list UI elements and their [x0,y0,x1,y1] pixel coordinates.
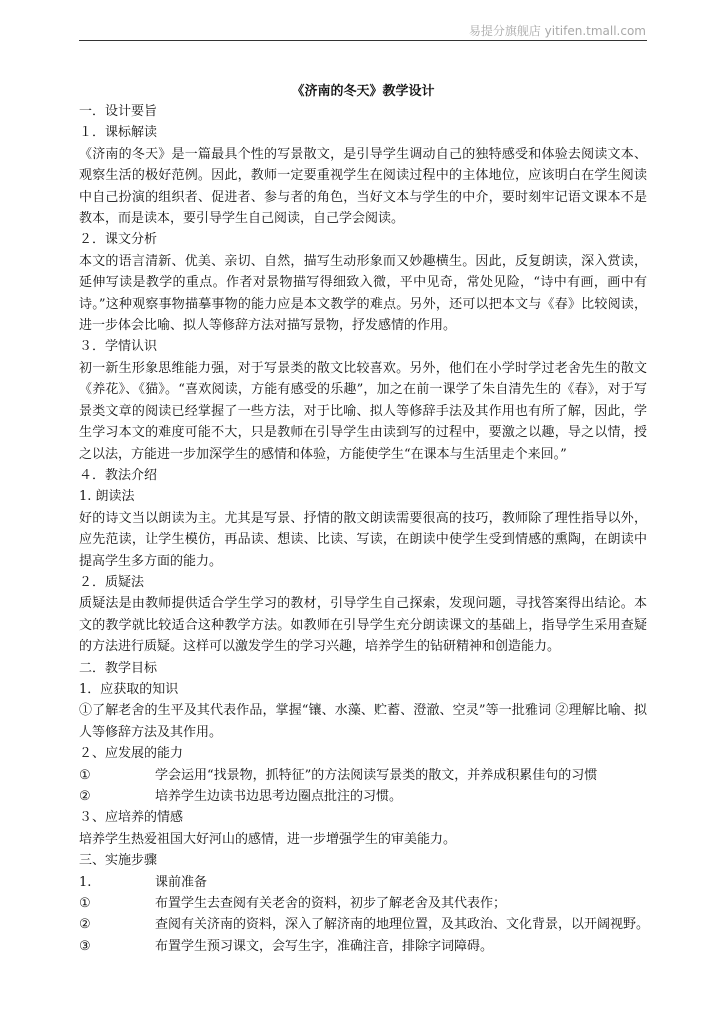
goal-knowledge-heading: 1．应获取的知识 [79,681,179,697]
list-marker: ③ [79,938,91,954]
goal-ability-heading: ２、应发展的能力 [79,746,184,762]
list-text: 布置学生去查阅有关老舍的资料，初步了解老舍及其代表作； [155,896,507,912]
list-item [79,872,647,893]
list-item [79,765,647,786]
list-marker: ② [79,789,91,804]
section-heading-teaching-goals: 二．教学目标 [79,660,158,676]
subheading-text-analysis: ２．课文分析 [79,232,158,248]
document-body [79,101,650,957]
document-title: 《济南的冬天》教学设计 [291,84,435,99]
method-questioning-heading: ２．质疑法 [79,574,145,590]
list-text: 查阅有关济南的资料，深入了解济南的地理位置，及其政治、文化背景，以开阔视野。 [155,917,650,933]
subheading-teaching-methods: ４．教法介绍 [79,467,158,483]
goal-emotion-text: 培养学生热爱祖国大好河山的感情，进一步增强学生的审美能力。 [79,831,457,847]
section-heading-design-points: 一．设计要旨 [79,104,158,119]
header-divider [79,40,647,41]
section-heading-implementation: 三、实施步骤 [79,853,158,869]
list-marker: ① [79,896,91,912]
list-text: 课前准备 [155,874,208,890]
list-marker: ① [79,767,91,783]
goal-knowledge-text: ①了解老舍的生平及其代表作品，掌握“镶、水藻、贮蓄、澄澈、空灵”等一批雅词 ②理解比喻、拟人等修辞方法及其作用。 [79,703,647,740]
paragraph-text-analysis: 本文的语言清新、优美、亲切、自然，描写生动形象而又妙趣横生。因此，反复朗读，深入赏读，延伸写读是教学的重点。作者对景物描写得细致入微，平中见奇，常处见险，“诗中有画，画中有诗。”这种观察事物描摹事物的能力应是本文教学的难点。另外，还可以把本文与《春》比较阅读，进一步体会比喻、拟人等修辞方法对描写景物，抒发感情的作用。 [79,253,647,334]
paragraph-reading-method: 好的诗文当以朗读为主。尤其是写景、抒情的散文朗读需要很高的技巧，教师除了理性指导以外，应先范读，让学生模仿，再品读、想读、比读、写读，在朗读中使学生受到情感的熏陶，在朗读中提高学生多方面的能力。 [79,510,647,569]
list-item [79,936,647,957]
subheading-student-situation: ３．学情认识 [79,339,158,355]
list-item [79,914,650,935]
method-reading-heading: 1. 朗读法 [79,489,135,505]
paragraph-curriculum: 《济南的冬天》是一篇最具个性的写景散文，是引导学生调动自己的独特感受和体验去阅读文本、观察生活的极好范例。因此，教师一定要重视学生在阅读过程中的主体地位，应该明白在学生阅读中自己扮演的组织者、促进者、参与者的角色，当好文本与学生的中介，要时刻牢记语文课本不是教本，而是读本，要引导学生自己阅读，自己学会阅读。 [79,146,647,227]
goal-emotion-heading: ３、应培养的情感 [79,810,184,826]
list-text: 学会运用“找景物，抓特征”的方法阅读写景类的散文，并养成积累佳句的习惯 [155,767,598,783]
list-marker: ② [79,917,91,933]
header-store-name: 易提分旗舰店 yitifen.tmall.com [468,24,646,38]
subheading-curriculum: １．课标解读 [79,125,158,141]
paragraph-student-situation: 初一新生形象思维能力强，对于写景类的散文比较喜欢。另外，他们在小学时学过老舍先生的散文《养花》、《猫》。“喜欢阅读，方能有感受的乐趣”，加之在前一课学了朱自清先生的《春》，对于写景类文章的阅读已经掌握了一些方法，对于比喻、拟人等修辞手法及其作用也有所了解，因此，学生学习本文的难度可能不大，只是教师在引导学生由读到写的过程中，要激之以趣，导之以情，授之以法，方能进一步加深学生的感情和体验，方能使学生“在课本与生活里走个来回。” [79,360,647,462]
list-item [79,786,647,807]
list-marker: 1. [79,874,92,890]
list-item [79,893,647,914]
list-text: 布置学生预习课文，会写生字，准确注音，排除字词障碍。 [155,938,494,954]
list-text: 培养学生边读书边思考边圈点批注的习惯。 [155,789,403,804]
paragraph-questioning-method: 质疑法是由教师提供适合学生学习的教材，引导学生自己探索，发现问题，寻找答案得出结论。本文的教学就比较适合这种教学方法。如教师在引导学生充分朗读课文的基础上，指导学生采用查疑的方法进行质疑。这样可以激发学生的学习兴趣，培养学生的钻研精神和创造能力。 [79,596,647,655]
